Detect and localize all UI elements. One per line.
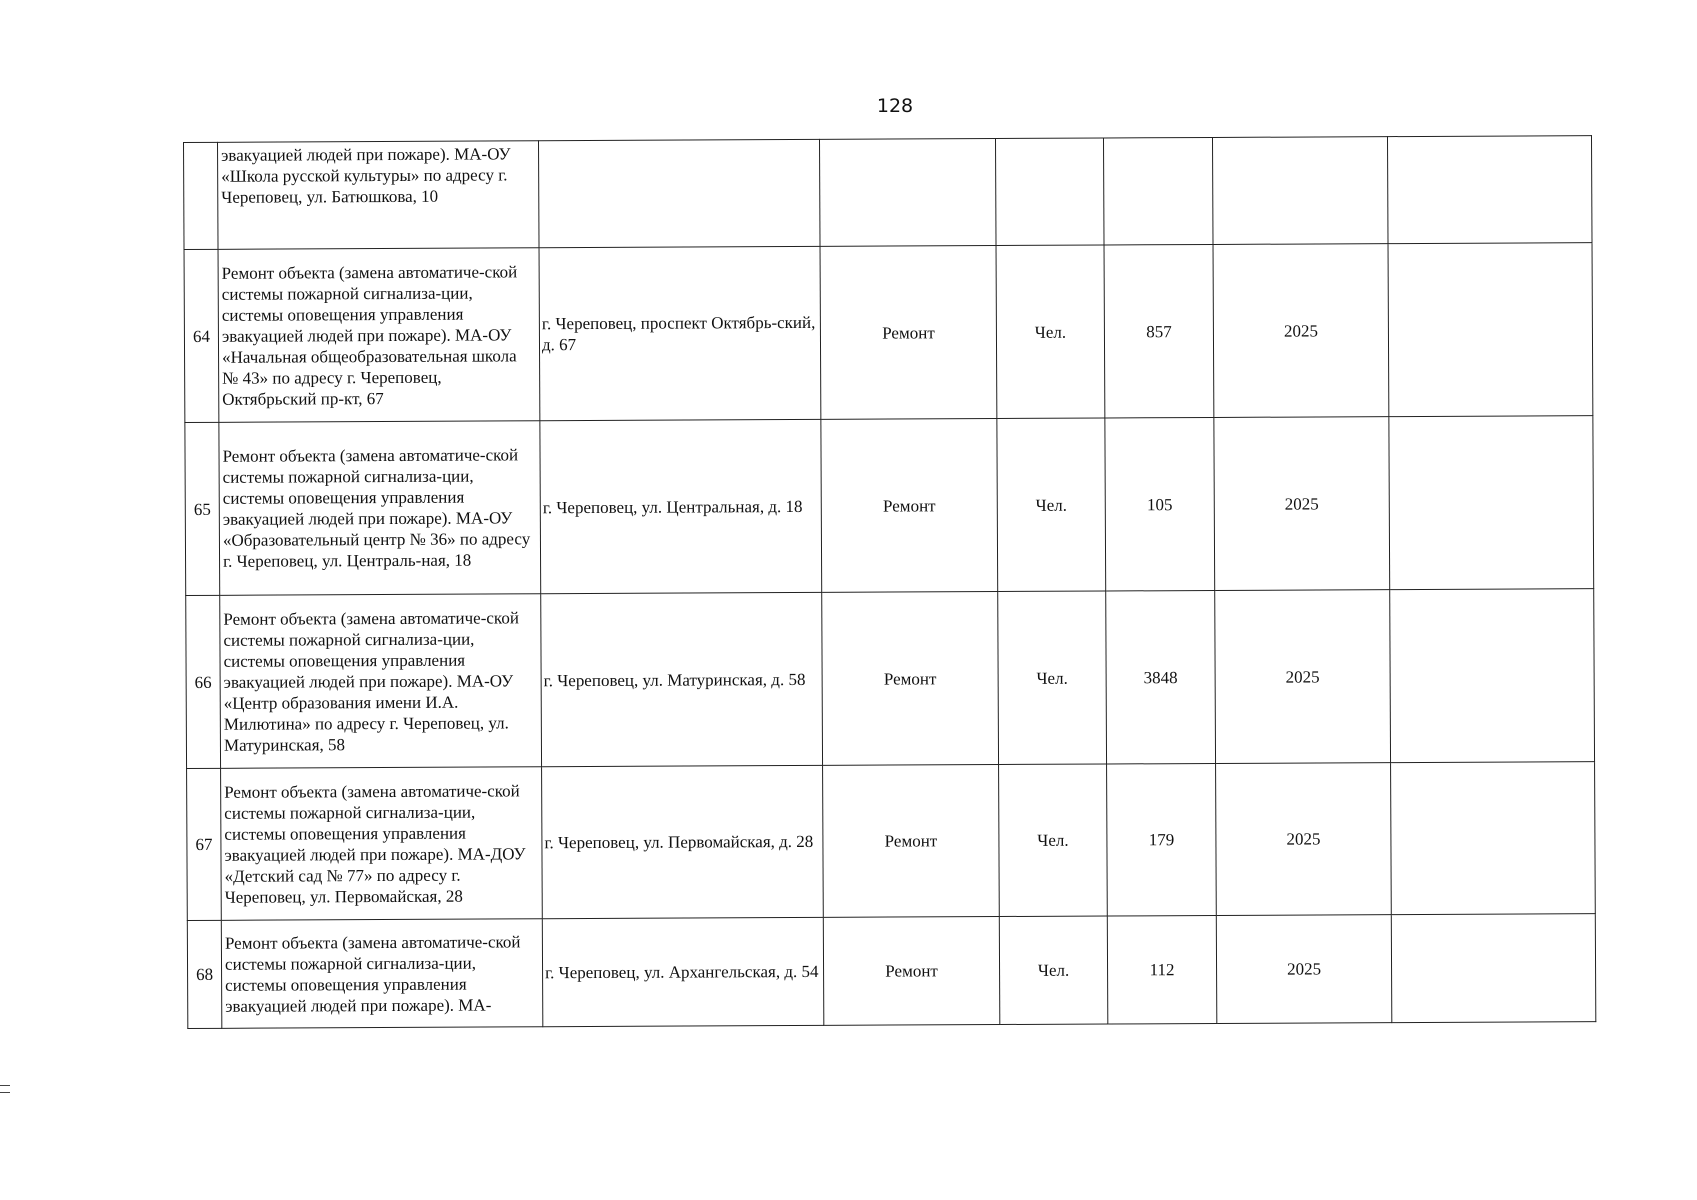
object-description: Ремонт объекта (замена автоматиче-ской системы пожарной сигнализа-ции, системы оповещения управления эвакуацией людей при пожаре). МА-ОУ «Начальная общеобразовательная школа № 43» по адресу г. Череповец, Октябрьский пр-кт, 67 [218, 248, 540, 423]
unit [995, 138, 1104, 246]
object-description: эвакуацией людей при пожаре). МА-ОУ «Школа русской культуры» по адресу г. Череповец, ул. Батюшкова, 10 [218, 141, 540, 250]
year: 2025 [1216, 915, 1392, 1024]
note [1391, 914, 1596, 1023]
work-type: Ремонт [823, 917, 1000, 1026]
page-number: 128 [876, 95, 914, 117]
table-row [185, 416, 1594, 596]
year: 2025 [1215, 590, 1391, 764]
table-row [184, 136, 1593, 250]
work-type [819, 139, 996, 247]
object-address: г. Череповец, ул. Матуринская, д. 58 [541, 592, 823, 766]
table-row [187, 762, 1596, 921]
note [1388, 243, 1593, 417]
row-number: 68 [187, 920, 222, 1028]
work-type: Ремонт [820, 246, 997, 420]
capacity-value: 3848 [1106, 590, 1216, 764]
work-type: Ремонт [823, 765, 1000, 918]
row-number: 67 [187, 768, 222, 920]
unit: Чел. [999, 764, 1108, 917]
note [1391, 762, 1596, 915]
table-row [184, 243, 1593, 423]
row-number [184, 142, 219, 249]
unit: Чел. [999, 916, 1108, 1025]
object-address: г. Череповец, ул. Архангельская, д. 54 [542, 917, 824, 1026]
year: 2025 [1213, 244, 1389, 418]
document-sheet [183, 135, 1596, 1029]
object-description: Ремонт объекта (замена автоматиче-ской системы пожарной сигнализа-ции, системы оповещения управления эвакуацией людей при пожаре). МА- [221, 919, 543, 1029]
row-number: 65 [185, 422, 220, 595]
object-address [538, 139, 820, 247]
capacity-value [1103, 137, 1213, 245]
object-address: г. Череповец, ул. Первомайская, д. 28 [542, 765, 824, 918]
note [1390, 589, 1595, 763]
unit: Чел. [996, 245, 1105, 419]
capacity-value: 105 [1105, 417, 1215, 591]
year [1212, 137, 1388, 245]
unit: Чел. [998, 591, 1107, 765]
work-type: Ремонт [822, 592, 999, 766]
row-number: 66 [186, 595, 221, 768]
scan-edge-mark [0, 1085, 10, 1093]
year: 2025 [1214, 417, 1390, 591]
table-row [186, 589, 1595, 769]
row-number: 64 [184, 249, 219, 422]
year: 2025 [1216, 763, 1392, 916]
object-description: Ремонт объекта (замена автоматиче-ской системы пожарной сигнализа-ции, системы оповещения управления эвакуацией людей при пожаре). МА-ОУ «Центр образования имени И.А. Милютина» по адресу г. Череповец, ул. Матуринская, 58 [220, 594, 542, 769]
capacity-value: 112 [1107, 915, 1217, 1024]
work-type: Ремонт [821, 419, 998, 593]
objects-table [183, 135, 1596, 1029]
object-address: г. Череповец, ул. Центральная, д. 18 [540, 419, 822, 593]
note [1389, 416, 1594, 590]
capacity-value: 179 [1107, 763, 1217, 916]
object-address: г. Череповец, проспект Октябрь-ский, д. 67 [539, 246, 821, 420]
note [1387, 136, 1592, 244]
unit: Чел. [997, 418, 1106, 592]
object-description: Ремонт объекта (замена автоматиче-ской системы пожарной сигнализа-ции, системы оповещения управления эвакуацией людей при пожаре). МА-ДОУ «Детский сад № 77» по адресу г. Череповец, ул. Первомайская, 28 [221, 767, 543, 921]
table-row [187, 914, 1596, 1029]
capacity-value: 857 [1104, 244, 1214, 418]
object-description: Ремонт объекта (замена автоматиче-ской системы пожарной сигнализа-ции, системы оповещения управления эвакуацией людей при пожаре). МА-ОУ «Образовательный центр № 36» по адресу г. Череповец, ул. Централь-ная, 18 [219, 421, 541, 596]
